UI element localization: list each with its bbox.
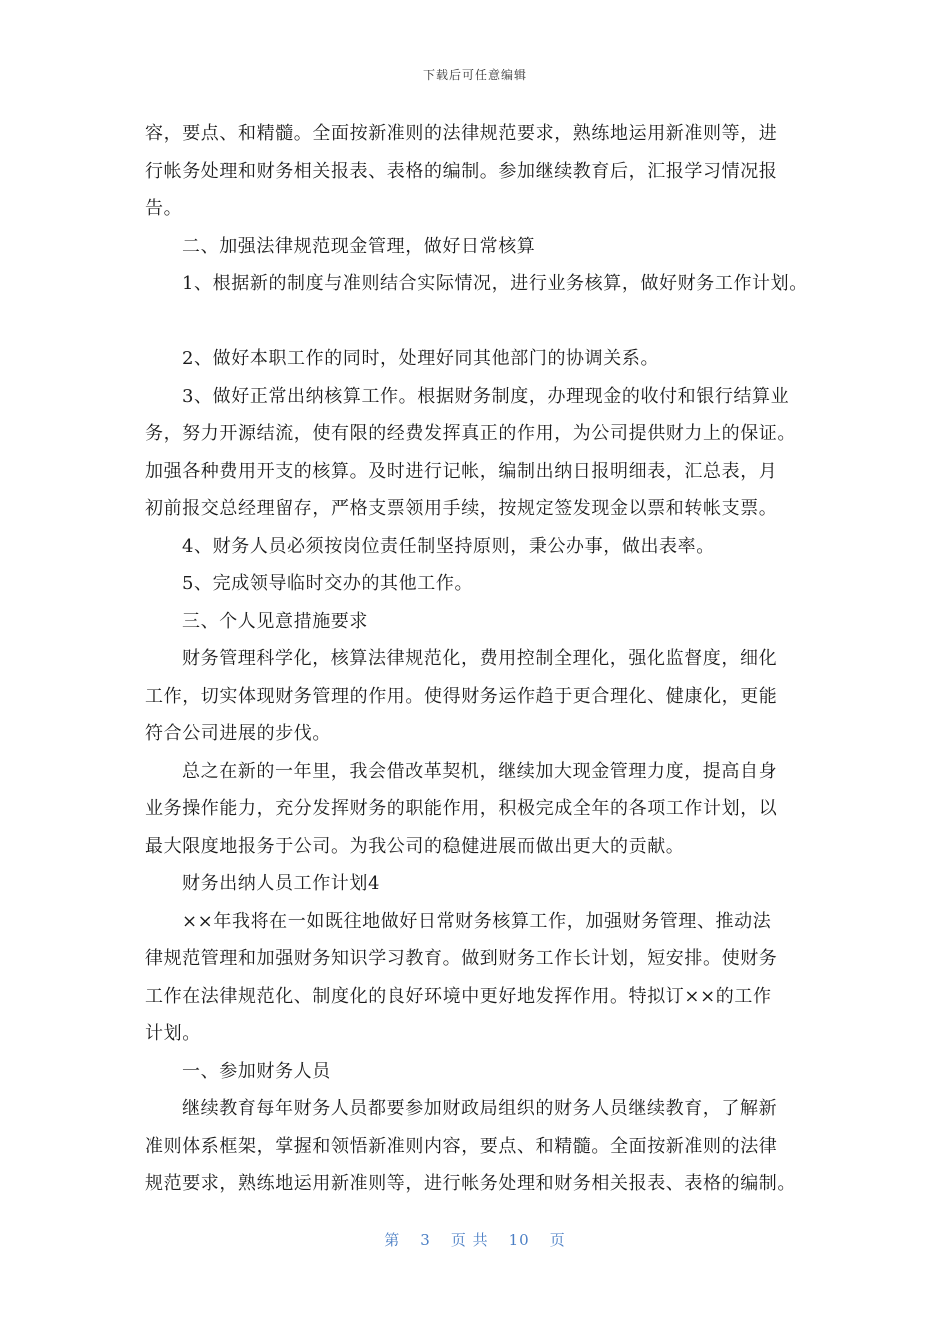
paragraph-line: 工作在法律规范化、制度化的良好环境中更好地发挥作用。特拟订××的工作 [145,985,772,1007]
page-number-footer [0,1229,950,1250]
paragraph-line: 2、做好本职工作的同时，处理好同其他部门的协调关系。 [182,348,660,369]
footer-suffix: 页 [549,1231,566,1249]
paragraph-line: 务，努力开源结流，使有限的经费发挥真正的作用，为公司提供财力上的保证。 [145,423,796,444]
paragraph-line: 初前报交总经理留存，严格支票领用手续，按规定签发现金以票和转帐支票。 [145,498,778,519]
paragraph-line: 总之在新的一年里，我会借改革契机，继续加大现金管理力度，提高自身 [182,760,778,782]
paragraph-line: 准则体系框架，掌握和领悟新准则内容，要点、和精髓。全面按新准则的法律 [145,1135,778,1157]
document-body [145,115,825,1203]
section-heading: 一、参加财务人员 [182,1060,331,1082]
section-heading: 三、个人见意措施要求 [182,610,368,632]
paragraph-line: 工作，切实体现财务管理的作用。使得财务运作趋于更合理化、健康化，更能 [145,685,778,707]
section-title: 财务出纳人员工作计划4 [182,873,381,894]
paragraph-line: 5、完成领导临时交办的其他工作。 [182,573,474,594]
footer-prefix: 第 [384,1231,401,1249]
current-page-number: 3 [420,1231,431,1249]
paragraph-line: 业务操作能力，充分发挥财务的职能作用，积极完成全年的各项工作计划，以 [145,798,778,819]
paragraph-line: 继续教育每年财务人员都要参加财政局组织的财务人员继续教育，了解新 [182,1098,778,1119]
section-heading: 二、加强法律规范现金管理，做好日常核算 [182,235,536,257]
paragraph-line: 3、做好正常出纳核算工作。根据财务制度，办理现金的收付和银行结算业 [182,385,790,407]
footer-middle: 页 共 [450,1231,489,1249]
paragraph-line: 容，要点、和精髓。全面按新准则的法律规范要求，熟练地运用新准则等，进 [145,123,778,144]
paragraph-line: 行帐务处理和财务相关报表、表格的编制。参加继续教育后，汇报学习情况报 [145,160,778,182]
paragraph-line: 4、财务人员必须按岗位责任制坚持原则，秉公办事，做出表率。 [182,535,715,557]
paragraph-line: 最大限度地报务于公司。为我公司的稳健进展而做出更大的贡献。 [145,835,685,857]
paragraph-line: 1、根据新的制度与准则结合实际情况，进行业务核算，做好财务工作计划。 [182,273,808,294]
paragraph-line: 律规范管理和加强财务知识学习教育。做到财务工作长计划，短安排。使财务 [145,948,778,969]
page-header: 下载后可任意编辑 [422,68,527,82]
paragraph-line: 符合公司进展的步伐。 [145,723,331,744]
total-page-count: 10 [508,1231,530,1249]
paragraph-line: 规范要求，熟练地运用新准则等，进行帐务处理和财务相关报表、表格的编制。 [145,1173,796,1194]
paragraph-line: ××年我将在一如既往地做好日常财务核算工作，加强财务管理、推动法 [182,910,772,932]
paragraph-line: 计划。 [145,1023,201,1044]
paragraph-line: 财务管理科学化，核算法律规范化，费用控制全理化，强化监督度，细化 [182,648,778,669]
blank-line [145,303,825,341]
paragraph-line: 告。 [145,198,183,219]
paragraph-line: 加强各种费用开支的核算。及时进行记帐，编制出纳日报明细表，汇总表，月 [145,460,778,482]
